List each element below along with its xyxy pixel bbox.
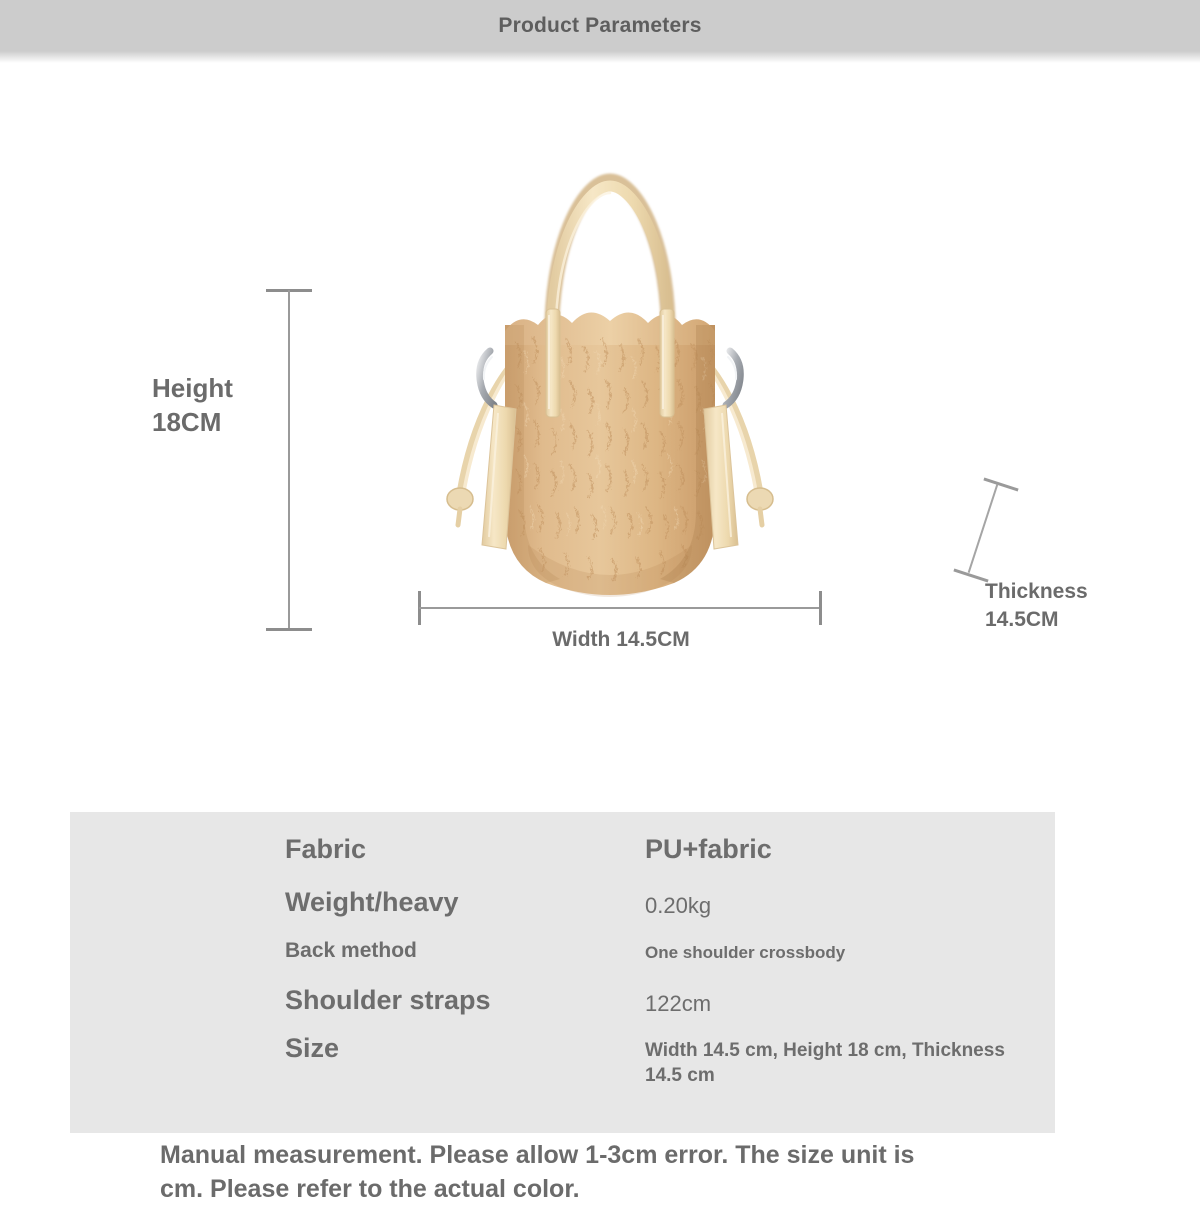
spec-row-fabric — [285, 834, 1025, 865]
spec-row-shoulder-straps — [285, 985, 1025, 1017]
spec-label-back-method: Back method — [285, 939, 417, 962]
bag-fur-body — [505, 312, 715, 597]
spec-label-weight: Weight/heavy — [285, 887, 459, 917]
thickness-dimension-label-line2: 14.5CM — [985, 608, 1059, 631]
thickness-dimension-cap-bottom — [953, 569, 988, 583]
spec-value-size: Width 14.5 cm, Height 18 cm, Thickness 14.5 cm — [645, 1040, 1005, 1086]
height-dimension-label-line1: Height — [152, 373, 233, 403]
height-dimension-cap-bottom — [266, 628, 312, 631]
thickness-dimension-label — [985, 578, 1160, 634]
page-title: Product Parameters — [498, 13, 702, 37]
spec-value-fabric: PU+fabric — [645, 834, 772, 864]
width-dimension-label: Width 14.5CM — [552, 628, 690, 651]
thickness-dimension-label-line1: Thickness — [985, 580, 1088, 603]
spec-label-shoulder-straps: Shoulder straps — [285, 985, 491, 1015]
product-image-plush-bucket-bag — [420, 93, 800, 623]
spec-row-back-method — [285, 939, 1025, 963]
spec-label-size: Size — [285, 1033, 340, 1063]
width-dimension-cap-right — [819, 591, 822, 625]
thickness-dimension-cap-top — [983, 478, 1018, 492]
width-dimension-line — [419, 607, 821, 609]
product-diagram — [0, 63, 1200, 793]
specification-panel — [70, 812, 1055, 1133]
specification-list — [285, 834, 1025, 1102]
spec-row-weight — [285, 887, 1025, 919]
height-dimension-label — [152, 371, 282, 439]
spec-row-size — [285, 1033, 1025, 1088]
spec-value-shoulder-straps: 122cm — [645, 991, 712, 1016]
header-gradient-divider — [0, 51, 1200, 63]
height-dimension-label-line2: 18CM — [152, 407, 222, 437]
spec-label-fabric: Fabric — [285, 834, 367, 864]
spec-value-back-method: One shoulder crossbody — [645, 943, 846, 962]
thickness-dimension-line — [968, 484, 999, 573]
measurement-disclaimer: Manual measurement. Please allow 1-3cm error. The size unit is cm. Please refer to the actual color. — [160, 1141, 915, 1203]
page-header — [0, 0, 1200, 51]
height-dimension-line — [288, 290, 290, 630]
spec-value-weight: 0.20kg — [645, 893, 712, 918]
